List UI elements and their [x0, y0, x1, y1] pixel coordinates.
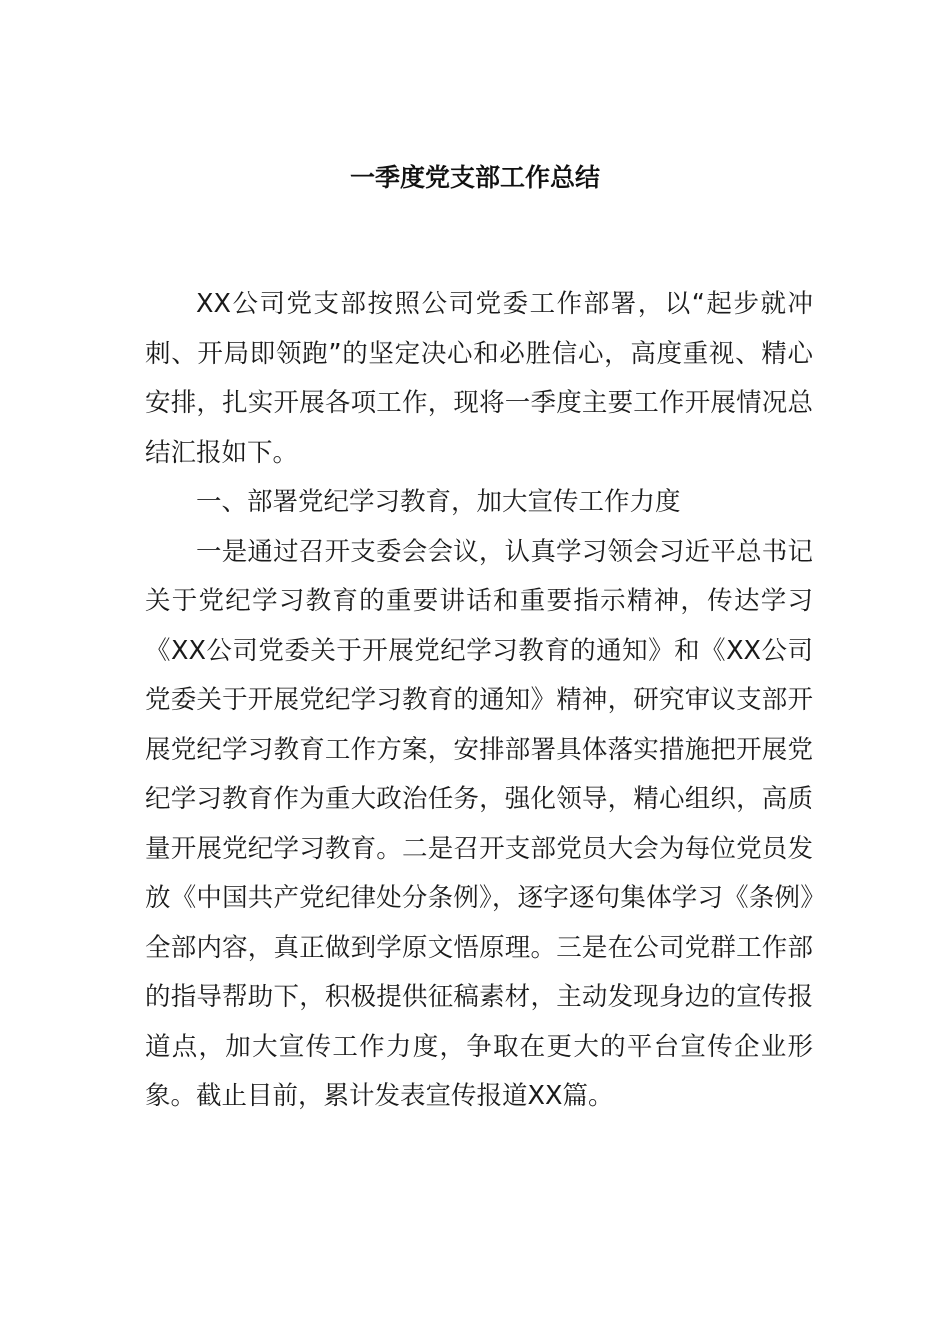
intro-paragraph: XX公司党支部按照公司党委工作部署，以“起步就冲刺、开局即领跑”的坚定决心和必胜信心，高度重视、精心安排，扎实开展各项工作，现将一季度主要工作开展情况总结汇报如下。 [145, 289, 813, 468]
document-title: 一季度党支部工作总结 [349, 163, 600, 192]
section-1-heading: 一、部署党纪学习教育，加大宣传工作力度 [196, 487, 681, 517]
section-1-paragraph: 一是通过召开支委会会议，认真学习领会习近平总书记关于党纪学习教育的重要讲话和重要指示精神，传达学习《XX公司党委关于开展党纪学习教育的通知》和《XX公司党委关于开展党纪学习教育的通知》精神，研究审议支部开展党纪学习教育工作方案，安排部署具体落实措施把开展党纪学习教育作为重大政治任务，强化领导，精心组织，高质量开展党纪学习教育。二是召开支部党员大会为每位党员发放《中国共产党纪律处分条例》，逐字逐句集体学习《条例》全部内容，真正做到学原文悟原理。三是在公司党群工作部的指导帮助下，积极提供征稿素材，主动发现身边的宣传报道点，加大宣传工作力度，争取在更大的平台宣传企业形象。截止目前，累计发表宣传报道XX篇。 [145, 536, 813, 1111]
document-body [145, 280, 813, 1122]
